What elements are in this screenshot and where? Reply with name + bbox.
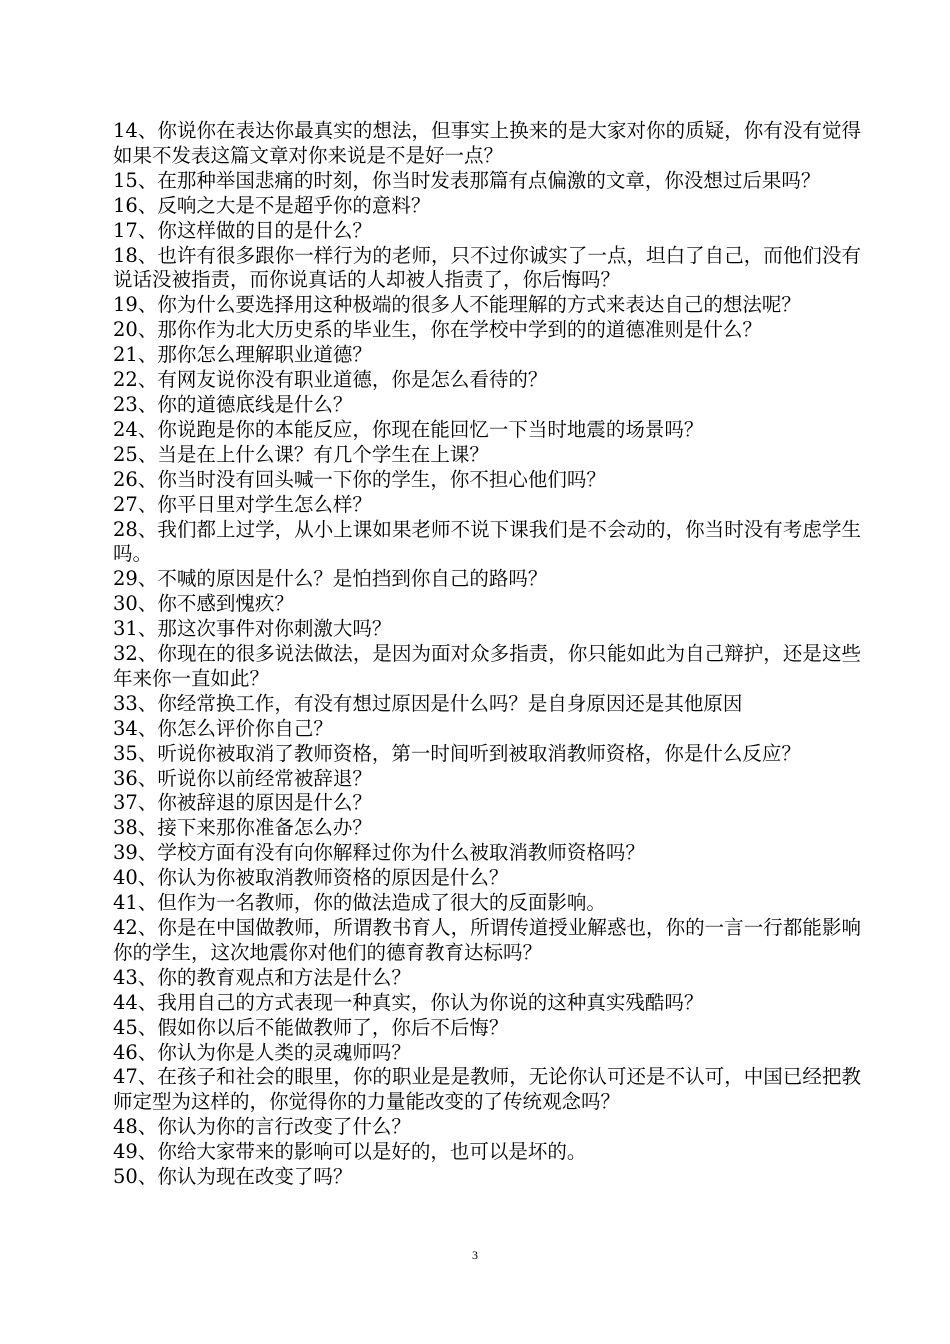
question-item: 23、你的道德底线是什么？: [113, 392, 353, 416]
question-item: 32、你现在的很多说法做法，是因为面对众多指责，你只能如此为自己辩护，还是这些年来你一直如此？: [113, 642, 861, 690]
question-item: 35、听说你被取消了教师资格，第一时间听到被取消教师资格，你是什么反应？: [113, 741, 801, 765]
question-item: 16、反响之大是不是超乎你的意料？: [113, 193, 431, 217]
question-item: 34、你怎么评价你自己？: [113, 716, 333, 740]
question-item: 42、你是在中国做教师，所谓教书育人，所谓传道授业解惑也，你的一言一行都能影响你的学生，这次地震你对他们的德育教育达标吗？: [113, 916, 861, 964]
question-item: 50、你认为现在改变了吗？: [113, 1165, 353, 1189]
question-item: 39、学校方面有没有向你解释过你为什么被取消教师资格吗？: [113, 841, 645, 865]
question-item: 47、在孩子和社会的眼里，你的职业是是教师，无论你认可还是不认可，中国已经把教师定型为这样的，你觉得你的力量能改变的了传统观念吗？: [113, 1065, 861, 1114]
question-item: 18、也许有很多跟你一样行为的老师，只不过你诚实了一点，坦白了自己，而他们没有说话没被指责，而你说真话的人却被人指责了，你后悔吗？: [113, 243, 861, 292]
question-item: 43、你的教育观点和方法是什么？: [113, 965, 411, 989]
question-item: 49、你给大家带来的影响可以是好的，也可以是坏的。: [113, 1140, 587, 1164]
question-item: 14、你说你在表达你最真实的想法，但事实上换来的是大家对你的质疑，你有没有觉得如果不发表这篇文章对你来说是不是好一点？: [113, 119, 861, 167]
question-item: 27、你平日里对学生怎么样？: [113, 492, 372, 516]
question-item: 20、那你作为北大历史系的毕业生，你在学校中学到的的道德准则是什么？: [113, 318, 762, 342]
question-item: 17、你这样做的目的是什么？: [113, 218, 372, 242]
question-item: 24、你说跑是你的本能反应，你现在能回忆一下当时地震的场景吗？: [113, 417, 704, 441]
question-item: 46、你认为你是人类的灵魂师吗？: [113, 1040, 411, 1064]
question-item: 25、当是在上什么课？有几个学生在上课？: [113, 442, 489, 466]
question-item: 15、在那种举国悲痛的时刻，你当时发表那篇有点偏激的文章，你没想过后果吗？: [113, 168, 821, 192]
question-item: 30、你不感到愧疚？: [113, 592, 294, 616]
question-item: 45、假如你以后不能做教师了，你后不后悔？: [113, 1015, 509, 1039]
question-item: 31、那这次事件对你刺激大吗？: [113, 617, 392, 641]
question-item: 29、不喊的原因是什么？是怕挡到你自己的路吗？: [113, 567, 548, 591]
question-item: 28、我们都上过学，从小上课如果老师不说下课我们是不会动的，你当时没有考虑学生吗。: [113, 517, 861, 566]
question-item: 40、你认为你被取消教师资格的原因是什么？: [113, 866, 509, 890]
question-item: 26、你当时没有回头喊一下你的学生，你不担心他们吗？: [113, 467, 606, 491]
question-item: 33、你经常换工作，有没有想过原因是什么吗？是自身原因还是其他原因: [113, 691, 743, 715]
question-list: [113, 119, 861, 1190]
question-item: 44、我用自己的方式表现一种真实，你认为你说的这种真实残酷吗？: [113, 990, 704, 1014]
question-item: 38、接下来那你准备怎么办？: [113, 816, 372, 840]
question-item: 22、有网友说你没有职业道德，你是怎么看待的？: [113, 368, 548, 392]
question-item: 48、你认为你的言行改变了什么？: [113, 1115, 411, 1139]
question-item: 37、你被辞退的原因是什么？: [113, 791, 372, 815]
page-number: 3: [472, 1248, 478, 1262]
question-item: 41、但作为一名教师，你的做法造成了很大的反面影响。: [113, 891, 606, 915]
question-item: 19、你为什么要选择用这种极端的很多人不能理解的方式来表达自己的想法呢？: [113, 293, 801, 317]
question-item: 21、那你怎么理解职业道德？: [113, 343, 372, 367]
question-item: 36、听说你以前经常被辞退？: [113, 766, 372, 790]
